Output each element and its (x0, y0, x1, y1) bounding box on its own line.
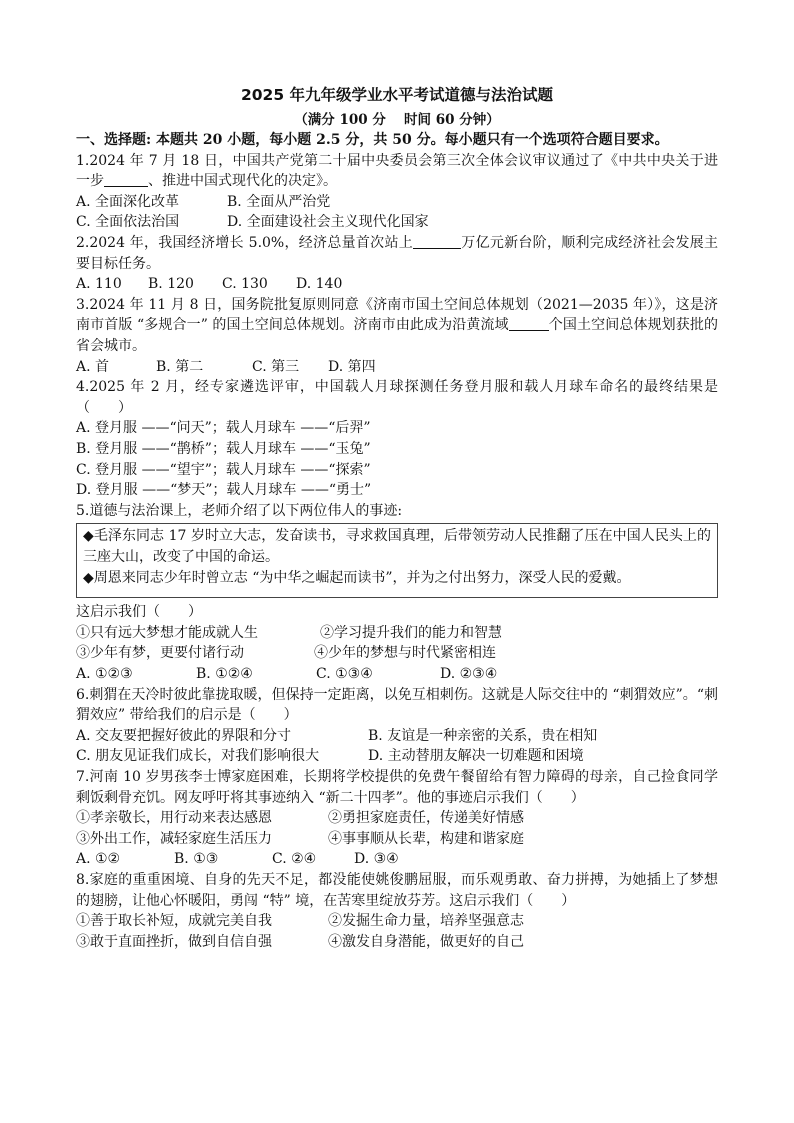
option-d: D. ③④ (354, 851, 399, 868)
answer-blank (509, 316, 549, 331)
statement-4: ④激发自身潜能，做更好的自己 (328, 933, 524, 950)
question-4: 4.2025 年 2 月，经专家遴选评审，中国载人月球探测任务登月服和载人月球车命名的最终结果是（ ） (76, 379, 718, 416)
statement-2: ②勇担家庭责任，传递美好情感 (328, 810, 524, 827)
statement-1: ①善于取长补短，成就完美自我 (76, 913, 272, 930)
question-6-options-row-2 (76, 746, 718, 767)
question-7: 7.河南 10 岁男孩李士博家庭困难，长期将学校提供的免费午餐留给有智力障碍的母亲，自己捡食同学剩饭剩骨充饥。网友呼吁将其事迹纳入 “新二十四孝”。他的事迹启示我们（ ） (76, 769, 718, 806)
statement-3: ③外出工作，减轻家庭生活压力 (76, 830, 272, 847)
question-8: 8.家庭的重重困境、自身的先天不足，都没能使姚俊鹏屈服，而乐观勇敢、奋力拼搏，为她插上了梦想的翅膀，让他心怀暖阳，勇闯 “特” 境，在苦寒里绽放芬芳。这启示我们（ ） (76, 872, 718, 909)
option-c: C. 朋友见证我们成长，对我们影响很大 (76, 748, 320, 765)
question-8-items-row-2 (76, 932, 718, 953)
option-d: D. ②③④ (440, 666, 498, 683)
answer-blank (413, 234, 461, 249)
option-c: C. 第三 (252, 358, 300, 375)
question-1-text-b: 、推进中国式现代化的决定》。 (148, 173, 337, 190)
option-b: B. 全面从严治党 (227, 193, 331, 210)
exam-subtitle: （满分 100 分 时间 60 分钟） (294, 112, 500, 128)
question-1-options-row-1 (76, 192, 718, 213)
option-a: A. 全面深化改革 (76, 193, 180, 210)
question-1-text-a: 1.2024 年 7 月 18 日，中国共产党第二十届中央委员会第三次全体会议审议通过了《中共中央关于进一步 (76, 152, 718, 190)
question-7-options (76, 849, 718, 870)
material-paragraph-2: ◆周恩来同志少年时曾立志 “为中华之崛起而读书”，并为之付出努力，深受人民的爱戴。 (83, 570, 631, 587)
option-c: C. 全面依法治国 (76, 214, 180, 231)
question-1 (76, 151, 718, 192)
question-3-options (76, 357, 718, 378)
option-a: A. 交友要把握好彼此的界限和分寸 (76, 727, 292, 744)
question-6-options-row-1 (76, 726, 718, 747)
option-c: C. 130 (222, 276, 268, 293)
question-1-options-row-2 (76, 212, 718, 233)
question-8-items-row-1 (76, 911, 718, 932)
question-3 (76, 295, 718, 357)
question-5-prompt: 这启示我们（ ） (76, 604, 202, 621)
question-3-text-b: 个国土空间总体规划获批的省会城市。 (76, 317, 719, 354)
statement-2: ②发掘生命力量，培养坚强意志 (328, 913, 524, 930)
option-d: D. 主动替朋友解决一切难题和困境 (368, 748, 584, 765)
option-a: A. ①②③ (76, 666, 133, 683)
option-d: D. 140 (296, 276, 343, 293)
question-2 (76, 233, 718, 274)
question-3-text-a: 3.2024 年 11 月 8 日，国务院批复原则同意《济南市国土空间总体规划（2021—2035 年）》，这是济南市首版 “多规合一” 的国土空间总体规划。济南市由此成为沿黄流域 (76, 296, 718, 334)
question-2-text-a: 2.2024 年，我国经济增长 5.0%，经济总量首次站上 (76, 234, 414, 251)
question-6: 6.刺猬在天冷时彼此靠拢取暖，但保持一定距离，以免互相刺伤。这就是人际交往中的 “刺猬效应”。“刺猬效应” 带给我们的启示是（ ） (76, 686, 718, 724)
question-5: 5.道德与法治课上，老师介绍了以下两位伟人的事迹: (76, 502, 403, 519)
statement-4: ④事事顺从长辈，构建和谐家庭 (328, 830, 524, 847)
option-d: D. 登月服 ——“梦天”；载人月球车 ——“勇士” (76, 482, 372, 499)
statement-1: ①孝亲敬长，用行动来表达感恩 (76, 810, 272, 827)
exam-page (76, 84, 718, 952)
material-paragraph-1: ◆毛泽东同志 17 岁时立大志，发奋读书，寻求救国真理，后带领劳动人民推翻了压在中国人民头上的三座大山，改变了中国的命运。 (83, 528, 711, 566)
question-5-items-row-1 (76, 623, 718, 644)
option-a: A. 110 (76, 276, 122, 293)
statement-1: ①只有远大梦想才能成就人生 (76, 624, 258, 641)
option-b: B. ①③ (174, 851, 219, 868)
option-c: C. ①③④ (316, 666, 373, 683)
option-b: B. 第二 (156, 358, 204, 375)
answer-blank (104, 172, 148, 187)
question-5-options (76, 664, 718, 685)
statement-3: ③少年有梦，更要付诸行动 (76, 645, 244, 662)
question-7-items-row-2 (76, 829, 718, 850)
statement-2: ②学习提升我们的能力和智慧 (320, 624, 502, 641)
exam-title: 2025 年九年级学业水平考试道德与法治试题 (240, 86, 554, 104)
option-d: D. 全面建设社会主义现代化国家 (227, 214, 429, 231)
option-a: A. 登月服 ——“问天”；载人月球车 ——“后羿” (76, 420, 371, 437)
question-5-items-row-2 (76, 643, 718, 664)
statement-4: ④少年的梦想与时代紧密相连 (314, 645, 496, 662)
option-b: B. 登月服 ——“鹊桥”；载人月球车 ——“玉兔” (76, 440, 371, 457)
option-a: A. ①② (76, 851, 121, 868)
option-c: C. 登月服 ——“望宇”；载人月球车 ——“探索” (76, 461, 371, 478)
question-7-items-row-1 (76, 808, 718, 829)
question-2-options (76, 274, 718, 295)
option-a: A. 首 (76, 358, 110, 375)
option-c: C. ②④ (272, 851, 317, 868)
material-box (76, 523, 718, 598)
option-d: D. 第四 (328, 358, 376, 375)
option-b: B. 友谊是一种亲密的关系，贵在相知 (368, 727, 598, 744)
statement-3: ③敢于直面挫折，做到自信自强 (76, 933, 272, 950)
option-b: B. ①②④ (196, 666, 253, 683)
option-b: B. 120 (148, 276, 194, 293)
question-2-text-b: 万亿元新台阶，顺利完成经济社会发展主要目标任务。 (76, 234, 719, 272)
section-heading: 一、选择题: 本题共 20 小题，每小题 2.5 分，共 50 分。每小题只有一个选项符合题目要求。 (76, 132, 669, 148)
